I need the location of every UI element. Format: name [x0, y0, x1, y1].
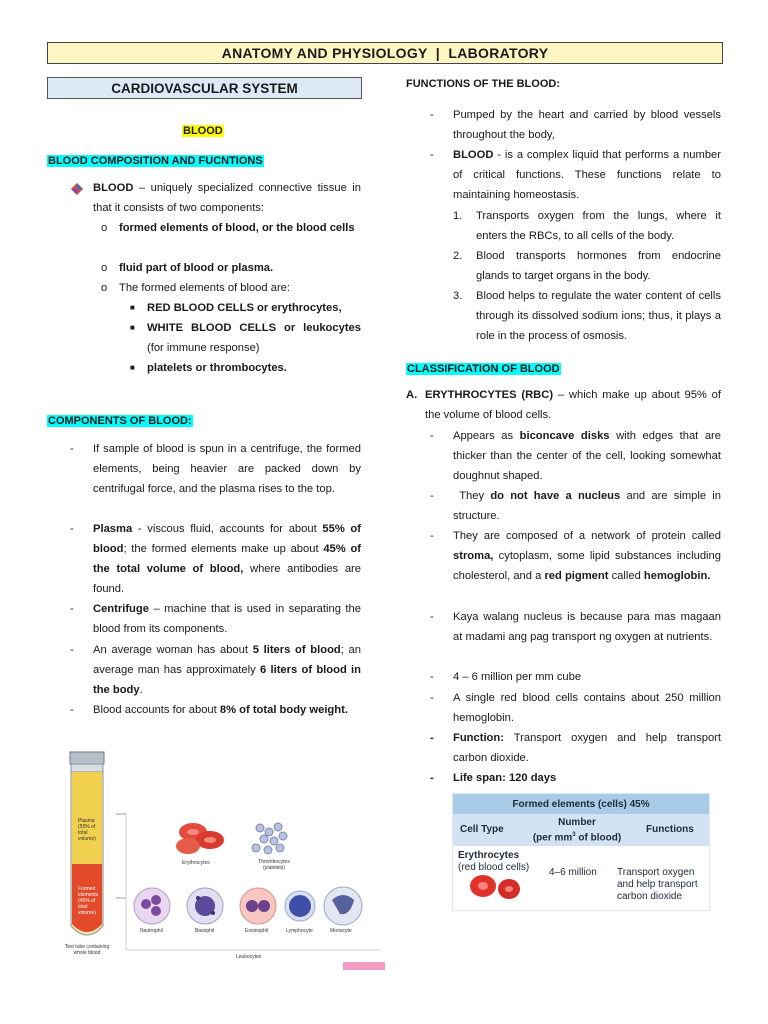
rbc-bullet-8: Life span: 120 days	[453, 772, 557, 784]
formed-elements-label: Formed elements (45% of total volume)	[78, 886, 99, 916]
function-bullet-2: BLOOD - is a complex liquid that performs a number of critical functions. These functions relate to maintaining homeostasis.	[453, 149, 721, 201]
rbc-bullet-5: 4 – 6 million per mm cube	[453, 671, 582, 683]
basophil-label: Basophil	[195, 928, 215, 934]
component-bullet-1: If sample of blood is spun in a centrifuge, the formed elements, being heavier are packed down by centrifugal force, and the plasma rises to the top.	[93, 443, 361, 495]
row-number: 4–6 million	[549, 867, 597, 878]
rbc-bullet-7: Function: Transport oxygen and help transport carbon dioxide.	[453, 732, 721, 764]
component-bullet-3: Centrifuge – machine that is used in separating the blood from its components.	[93, 603, 361, 635]
dash-bullet: -	[430, 772, 434, 784]
neutrophil-label: Neutrophil	[140, 928, 163, 934]
section-title-box	[47, 77, 362, 99]
composition-heading: BLOOD COMPOSITION AND FUCNTIONS	[48, 155, 263, 167]
functions-heading: FUNCTIONS OF THE BLOOD:	[406, 78, 560, 90]
dash-bullet: -	[430, 530, 434, 542]
classification-heading: CLASSIFICATION OF BLOOD	[407, 363, 560, 375]
lymphocyte-icon	[285, 891, 315, 921]
function-numbered-3: Blood helps to regulate the water content of cells through its dissolved sodium ions; thus, it plays a role in the process of osmosis.	[476, 290, 721, 342]
figure-svg	[60, 748, 385, 970]
col-number-unit: (per $mm^3$ of blood)	[532, 832, 622, 844]
header-title: ANATOMY AND PHYSIOLOGY | LABORATORY	[221, 45, 549, 61]
function-numbered-2: Blood transports hormones from endocrine glands to target organs in the body.	[476, 250, 721, 282]
col-functions: Functions	[646, 824, 694, 835]
erythrocytes-label: Erythrocytes	[182, 860, 210, 866]
component-bullet-4: An average woman has about 5 liters of blood; an average man has approximately 6 liters of blood in the body.	[93, 644, 361, 696]
blood-heading: BLOOD	[183, 125, 223, 137]
row-function: Transport oxygen and help transport carbon dioxide	[617, 867, 698, 902]
dash-bullet: -	[70, 603, 74, 615]
dash-bullet: -	[430, 611, 434, 623]
function-numbered-1: Transports oxygen from the lungs, where it enters the RBCs, to all cells of the body.	[476, 210, 721, 242]
dash-bullet: -	[70, 644, 74, 656]
col-number	[531, 817, 623, 844]
col-cell-type: Cell Type	[460, 824, 504, 835]
plasma-label: Plasma (55% of total volume)	[78, 818, 96, 842]
component-item-2: fluid part of blood or plasma.	[119, 262, 274, 274]
thrombocytes-icon	[252, 823, 287, 854]
basophil-icon	[187, 888, 223, 924]
rbc-bullet-2: They do not have a nucleus and are simple in structure.	[453, 490, 721, 522]
erythrocytes-icon	[176, 823, 224, 854]
neutrophil-icon	[134, 888, 170, 924]
leukocytes-label: Leukocytes	[236, 954, 262, 960]
item-a-label: A.	[406, 389, 418, 401]
rbc-bullet-6: A single red blood cells contains about 250 million hemoglobin.	[453, 692, 721, 724]
blood-composition-figure	[60, 748, 385, 970]
col-number-title: Number	[558, 817, 596, 828]
square-bullet-2: ■	[130, 323, 135, 332]
formed-elements-table	[452, 793, 710, 911]
table-header-row	[453, 814, 709, 846]
number-3: 3.	[453, 290, 463, 302]
components-heading: COMPONENTS OF BLOOD:	[48, 415, 192, 427]
square-bullet-3: ■	[130, 363, 135, 372]
monocyte-icon	[324, 887, 362, 925]
monocyte-label: Monocyte	[330, 928, 352, 934]
dash-bullet: -	[70, 443, 74, 455]
dash-bullet: -	[430, 732, 434, 744]
row-cell-subname: (red blood cells)	[458, 862, 530, 873]
eosinophil-label: Eosinophil	[245, 928, 269, 934]
circle-bullet-1: o	[101, 222, 108, 234]
function-bullet-1: Pumped by the heart and carried by blood vessels throughout the body,	[453, 109, 721, 141]
dash-bullet: -	[70, 523, 74, 535]
lymphocyte-label: Lymphocyte	[286, 928, 313, 934]
rbc-bullet-4: Kaya walang nucleus is because para mas magaan at madami ang pag transport ng oxygen at nutrients.	[453, 611, 721, 643]
component-item-1: formed elements of blood, or the blood cells	[119, 222, 355, 234]
dash-bullet: -	[430, 149, 434, 161]
erythrocytes-definition: ERYTHROCYTES (RBC) – which make up about 95% of the volume of blood cells.	[425, 389, 721, 421]
dash-bullet: -	[430, 430, 434, 442]
component-item-3: The formed elements of blood are:	[119, 282, 291, 294]
red-blood-cells-icon	[467, 872, 527, 902]
component-bullet-2: Plasma - viscous fluid, accounts for about 55% of blood; the formed elements make up about 45% of the total volume of blood, where antibodies are found.	[93, 523, 362, 595]
element-item-3: platelets or thrombocytes.	[147, 362, 287, 374]
rbc-bullet-3: They are composed of a network of protein called stroma, cytoplasm, some lipid substances including cholesterol, and a red pigment called hemoglobin.	[453, 530, 721, 582]
dash-bullet: -	[430, 490, 434, 502]
element-item-1: RED BLOOD CELLS or erythrocytes,	[147, 302, 342, 314]
circle-bullet-2: o	[101, 262, 108, 274]
test-tube-label: Test tube containing whole blood	[64, 944, 110, 956]
component-bullet-5: Blood accounts for about 8% of total body weight.	[93, 704, 348, 716]
number-2: 2.	[453, 250, 463, 262]
row-cell-name: Erythrocytes	[458, 850, 520, 861]
section-title: CARDIOVASCULAR SYSTEM	[111, 80, 298, 96]
dash-bullet: -	[430, 692, 434, 704]
circle-bullet-3: o	[101, 282, 108, 294]
thrombocytes-label: Thrombocytes (platelets)	[258, 859, 290, 871]
dash-bullet: -	[430, 109, 434, 121]
page-header	[47, 42, 723, 64]
number-1: 1.	[453, 210, 463, 222]
eosinophil-icon	[240, 888, 276, 924]
dash-bullet: -	[430, 671, 434, 683]
square-bullet-1: ■	[130, 303, 135, 312]
element-item-2: WHITE BLOOD CELLS or leukocytes (for immune response)	[147, 322, 361, 354]
blood-definition: BLOOD – uniquely specialized connective tissue in that it consists of two components:	[93, 182, 361, 214]
diamond-bullet-icon	[71, 182, 83, 194]
table-title: Formed elements (cells) 45%	[453, 794, 709, 814]
rbc-bullet-1: Appears as biconcave disks with edges that are thicker than the center of the cell, looking somewhat doughnut shaped.	[453, 430, 722, 482]
dash-bullet: -	[70, 704, 74, 716]
